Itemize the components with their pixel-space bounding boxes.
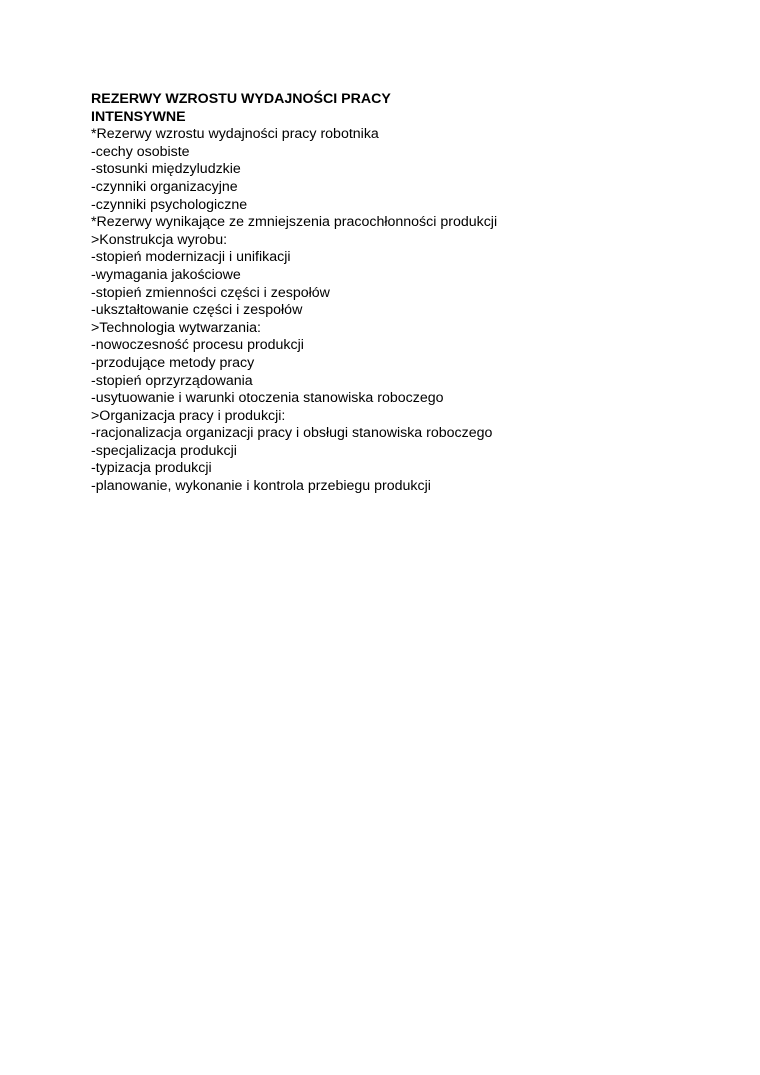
text-line: -planowanie, wykonanie i kontrola przebiegu produkcji (91, 478, 431, 495)
text-line: -racjonalizacja organizacji pracy i obsługi stanowiska roboczego (91, 425, 493, 442)
text-line: >Technologia wytwarzania: (91, 319, 261, 336)
document-body (91, 91, 711, 496)
text-line: >Konstrukcja wyrobu: (91, 231, 228, 248)
text-line: -nowoczesność procesu produkcji (91, 337, 304, 354)
text-line: -wymagania jakościowe (91, 266, 241, 283)
text-line: -czynniki psychologiczne (91, 196, 248, 213)
text-line: -cechy osobiste (91, 143, 190, 160)
text-line: -przodujące metody pracy (91, 354, 255, 371)
text-line: -usytuowanie i warunki otoczenia stanowiska roboczego (91, 390, 444, 407)
text-line: -czynniki organizacyjne (91, 178, 238, 195)
text-line: -typizacja produkcji (91, 460, 212, 477)
document-title-line-1: REZERWY WZROSTU WYDAJNOŚCI PRACY (91, 91, 391, 107)
text-line: -stosunki międzyludzkie (91, 161, 241, 178)
text-line: -specjalizacja produkcji (91, 442, 237, 459)
document-title-line-2: INTENSYWNE (91, 108, 186, 125)
text-line: -stopień oprzyrządowania (91, 372, 253, 389)
text-line: -stopień modernizacji i unifikacji (91, 249, 291, 266)
text-line: >Organizacja pracy i produkcji: (91, 407, 286, 424)
text-line: *Rezerwy wzrostu wydajności pracy robotnika (91, 126, 379, 143)
text-line: -stopień zmienności części i zespołów (91, 284, 330, 301)
text-line: *Rezerwy wynikające ze zmniejszenia pracochłonności produkcji (91, 214, 498, 231)
text-line: -ukształtowanie części i zespołów (91, 302, 303, 319)
